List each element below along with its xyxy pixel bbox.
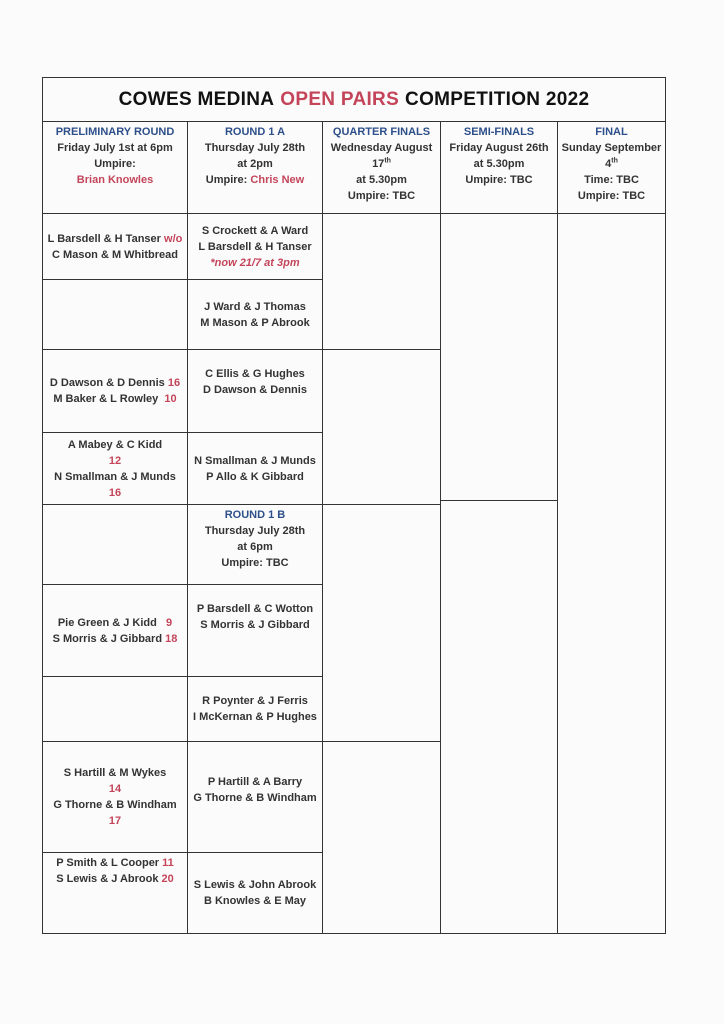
header-round-1a-umpire-row — [206, 172, 304, 188]
round1b-3-team-2: G Thorne & B Windham — [193, 792, 317, 804]
prelim-empty-1 — [42, 279, 188, 350]
prelim-empty-2 — [42, 504, 188, 585]
prelim-4-team-2: S Morris & J Gibbard 18 — [52, 632, 178, 645]
header-round-1b-time: at 6pm — [237, 541, 273, 553]
header-final-time: Time: TBC — [584, 174, 639, 186]
prelim-4-team-1: Pie Green & J Kidd 9 — [57, 616, 173, 629]
header-semi-finals-umpire: Umpire: TBC — [465, 174, 533, 186]
round1a-3-team-1: C Ellis & G Hughes — [205, 368, 305, 380]
header-round-1a — [187, 121, 323, 214]
round1b-match-4 — [187, 852, 323, 934]
prelim-5-team-2: G Thorne & B Windham — [53, 799, 177, 811]
header-preliminary-date: Friday July 1st at 6pm — [57, 142, 173, 154]
round1b-3-team-1: P Hartill & A Barry — [207, 776, 303, 788]
round1b-1-team-1: P Barsdell & C Wotton — [196, 603, 314, 615]
round1a-4-team-1: N Smallman & J Munds — [194, 454, 316, 467]
round1b-1-team-2: S Morris & J Gibbard — [200, 619, 310, 631]
prelim-2-team-1: D Dawson & D Dennis 16 — [49, 377, 181, 389]
prelim-match-2 — [42, 349, 188, 433]
header-quarter-finals-title: QUARTER FINALS — [332, 126, 431, 138]
header-quarter-finals-day: 17th — [372, 157, 391, 170]
round1a-match-3 — [187, 349, 323, 433]
round1a-2-team-2: M Mason & P Abrook — [200, 316, 310, 329]
header-final — [557, 121, 666, 214]
prelim-3-team-1: A Mabey & C Kidd — [67, 438, 163, 451]
prelim-5-score-2: 17 — [108, 815, 122, 827]
prelim-5-score-1: 14 — [108, 783, 122, 795]
header-round-1a-date: Thursday July 28th — [204, 142, 306, 154]
header-round-1a-umpire: Chris New — [250, 174, 305, 186]
prelim-5-team-1: S Hartill & M Wykes — [63, 767, 167, 779]
prelim-match-3 — [42, 432, 188, 505]
prelim-match-6 — [42, 852, 188, 934]
header-quarter-finals-time: at 5.30pm — [356, 174, 407, 186]
header-quarter-finals-date: Wednesday August — [330, 142, 433, 154]
round1a-3-team-2: D Dawson & Dennis — [203, 384, 307, 396]
prelim-2-team-2: M Baker & L Rowley 10 — [53, 393, 177, 405]
header-round-1b-date: Thursday July 28th — [204, 525, 306, 537]
header-semi-finals-date: Friday August 26th — [449, 142, 549, 154]
header-quarter-finals — [322, 121, 441, 214]
header-semi-finals-title: SEMI-FINALS — [463, 126, 535, 138]
header-round-1b-title: ROUND 1 B — [224, 509, 286, 521]
header-round-1a-time: at 2pm — [237, 158, 273, 170]
round1a-match-2 — [187, 279, 323, 350]
header-final-umpire: Umpire: TBC — [577, 190, 646, 202]
header-preliminary-umpire-label: Umpire: — [94, 158, 136, 170]
prelim-6-team-2: S Lewis & J Abrook 20 — [56, 873, 174, 885]
round1a-match-4 — [187, 432, 323, 505]
prelim-empty-3 — [42, 676, 188, 742]
round1b-2-team-1: R Poynter & J Ferris — [202, 695, 308, 707]
header-round-1a-title: ROUND 1 A — [224, 126, 286, 138]
prelim-match-5 — [42, 741, 188, 853]
round1a-2-team-1: J Ward & J Thomas — [204, 300, 306, 313]
semi-final-1 — [440, 213, 558, 501]
header-semi-finals — [440, 121, 558, 214]
quarter-final-2 — [322, 349, 441, 505]
prelim-6-team-1: P Smith & L Cooper 11 — [56, 857, 174, 869]
header-final-title: FINAL — [595, 126, 628, 138]
prelim-match-1 — [42, 213, 188, 280]
header-preliminary-title: PRELIMINARY ROUND — [55, 126, 175, 138]
header-round-1b-umpire: Umpire: TBC — [221, 557, 289, 569]
header-preliminary — [42, 121, 188, 214]
round1b-4-team-1: S Lewis & John Abrook — [193, 879, 317, 891]
title-part-3: COMPETITION 2022 — [405, 88, 590, 110]
round1b-match-3 — [187, 741, 323, 853]
semi-final-2 — [440, 500, 558, 934]
header-final-day: 4th — [605, 157, 618, 170]
prelim-1-team-2: C Mason & M Whitbread — [52, 248, 178, 261]
header-semi-finals-time: at 5.30pm — [473, 158, 525, 170]
title-part-2: OPEN PAIRS — [280, 88, 400, 110]
round1a-1-team-1: S Crockett & A Ward — [201, 224, 309, 237]
final-cell — [557, 213, 666, 934]
round1a-4-team-2: P Allo & K Gibbard — [206, 470, 304, 483]
quarter-final-1 — [322, 213, 441, 350]
round1b-4-team-2: B Knowles & E May — [203, 895, 307, 907]
round1b-match-1 — [187, 584, 323, 677]
round1b-2-team-2: I McKernan & P Hughes — [193, 711, 317, 723]
prelim-1-team-1: L Barsdell & H Tanser w/o — [47, 232, 183, 245]
round1a-1-note: *now 21/7 at 3pm — [210, 256, 300, 269]
prelim-3-score-1: 12 — [108, 454, 122, 467]
round1b-match-2 — [187, 676, 323, 742]
header-quarter-finals-umpire: Umpire: TBC — [347, 190, 416, 202]
prelim-3-team-2: N Smallman & J Munds — [54, 470, 176, 483]
header-final-date: Sunday September — [561, 142, 662, 154]
header-round-1a-umpire-label: Umpire: — [205, 174, 248, 186]
header-round-1b — [187, 504, 323, 585]
prelim-3-score-2: 16 — [108, 486, 122, 499]
title-part-1: COWES MEDINA — [118, 88, 275, 110]
prelim-match-4 — [42, 584, 188, 677]
header-preliminary-umpire: Brian Knowles — [76, 174, 154, 186]
round1a-match-1 — [187, 213, 323, 280]
round1a-1-team-2: L Barsdell & H Tanser — [198, 240, 312, 253]
quarter-final-3 — [322, 504, 441, 742]
quarter-final-4 — [322, 741, 441, 934]
